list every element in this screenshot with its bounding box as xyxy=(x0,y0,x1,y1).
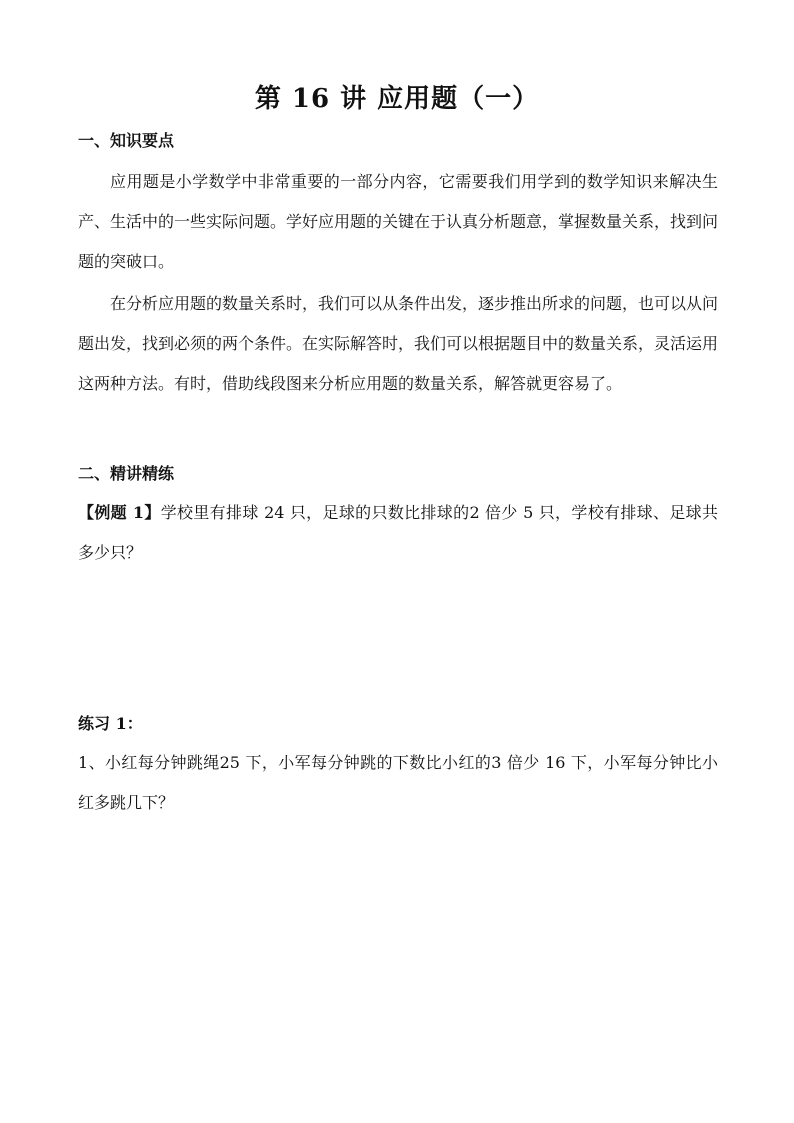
key-points-paragraph-2: 在分析应用题的数量关系时，我们可以从条件出发，逐步推出所求的问题，也可以从问题出发，找到必须的两个条件。在实际解答时，我们可以根据题目中的数量关系，灵活运用这两种方法。有时，借助线段图来分析应用题的数量关系，解答就更容易了。 xyxy=(78,294,719,393)
example-1-label: 【例题 1】 xyxy=(78,503,161,522)
key-points-paragraph-1: 应用题是小学数学中非常重要的一部分内容，它需要我们用学到的数学知识来解决生产、生活中的一些实际问题。学好应用题的关键在于认真分析题意，掌握数量关系，找到问题的突破口。 xyxy=(78,172,719,271)
example-1-text: 学校里有排球 24 只，足球的只数比排球的2 倍少 5 只，学校有排球、足球共多少只？ xyxy=(78,503,718,562)
page-title: 第 16 讲 应用题（一） xyxy=(254,84,540,114)
example-1 xyxy=(78,493,718,573)
section-heading-key-points: 一、知识要点 xyxy=(78,131,175,150)
section-heading-practice: 二、精讲精练 xyxy=(78,464,175,483)
practice-1-heading: 练习 1： xyxy=(78,714,143,733)
practice-1-question-1: 1、小红每分钟跳绳25 下，小军每分钟跳的下数比小红的3 倍少 16 下，小军每分钟比小红多跳几下？ xyxy=(78,753,718,812)
